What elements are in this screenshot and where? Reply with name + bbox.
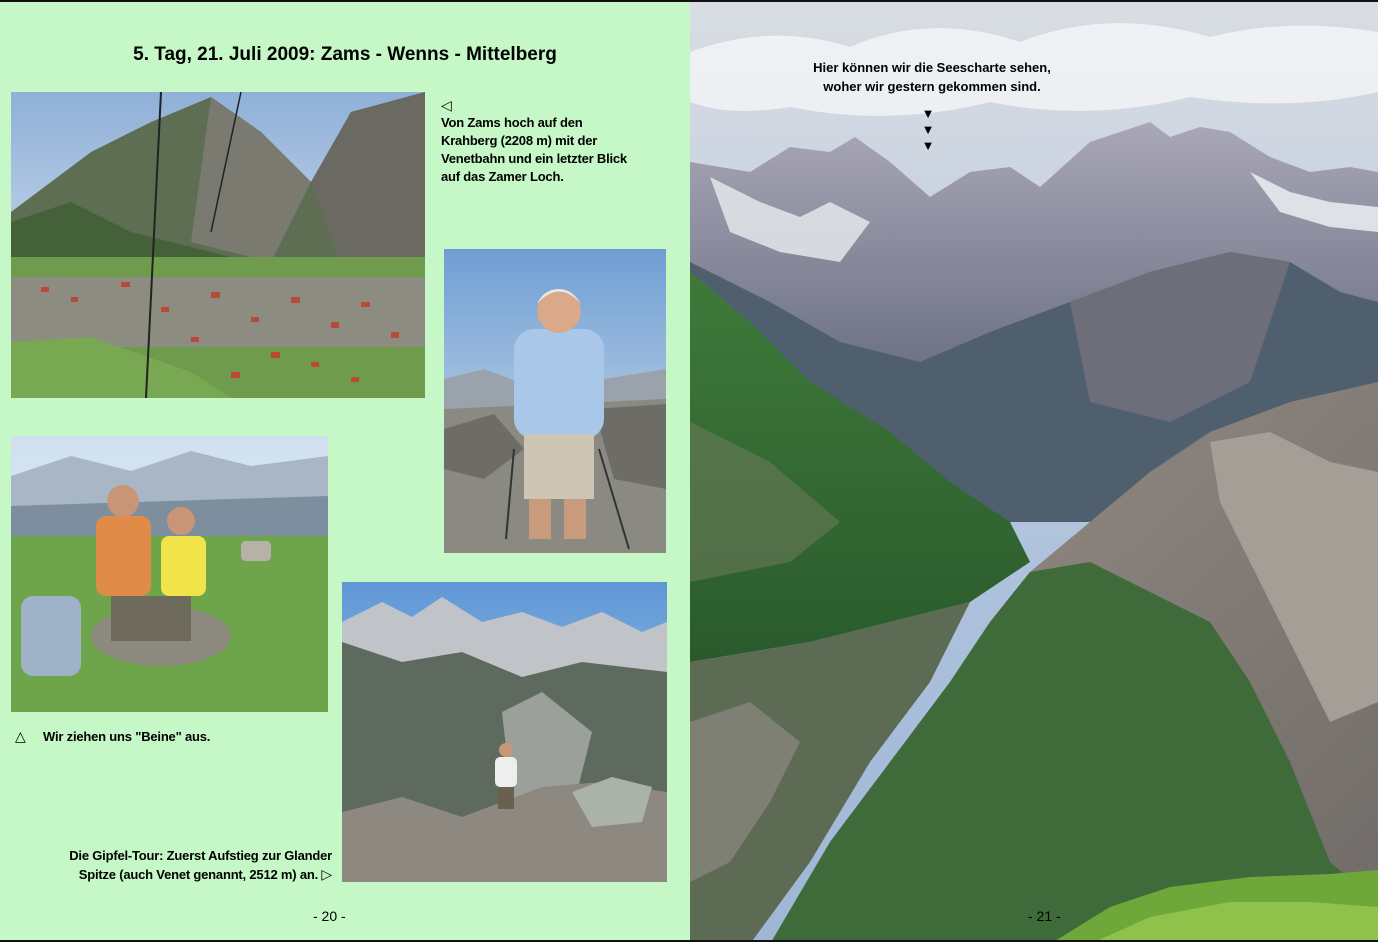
caption-line: Von Zams hoch auf den bbox=[441, 115, 583, 130]
caption-line: auf das Zamer Loch. bbox=[441, 169, 564, 184]
down-triangle-icon: ▼ bbox=[921, 106, 935, 121]
annotation-line: woher wir gestern gekommen sind. bbox=[823, 79, 1041, 94]
caption-summit bbox=[42, 847, 332, 884]
photo-summit-climb bbox=[342, 582, 667, 882]
caption-cable-car bbox=[441, 96, 627, 186]
annotation-line: Hier können wir die Seescharte sehen, bbox=[813, 60, 1051, 75]
page-number: - 20 - bbox=[313, 908, 346, 924]
right-arrow-icon: ▷ bbox=[321, 866, 332, 882]
page-number: - 21 - bbox=[1028, 908, 1061, 924]
photo-cable-car-valley bbox=[11, 92, 425, 398]
photo-hiker-portrait bbox=[444, 249, 666, 553]
caption-text: Wir ziehen uns "Beine" aus. bbox=[43, 729, 211, 744]
left-arrow-icon: ◁ bbox=[441, 97, 452, 113]
photo-mountain-valley bbox=[690, 2, 1378, 942]
caption-line: Spitze (auch Venet genannt, 2512 m) an. bbox=[78, 867, 318, 882]
right-page bbox=[690, 0, 1378, 942]
page-title: 5. Tag, 21. Juli 2009: Zams - Wenns - Mittelberg bbox=[133, 44, 557, 65]
caption-line: Die Gipfel-Tour: Zuerst Aufstieg zur Glander bbox=[69, 848, 332, 863]
photo-couple-resting bbox=[11, 436, 328, 712]
pointer-arrows bbox=[916, 106, 940, 154]
up-triangle-icon: △ bbox=[15, 728, 26, 744]
down-triangle-icon: ▼ bbox=[921, 122, 935, 137]
caption-line: Krahberg (2208 m) mit der bbox=[441, 133, 598, 148]
down-triangle-icon: ▼ bbox=[921, 138, 935, 153]
caption-couple bbox=[15, 727, 210, 746]
caption-line: Venetbahn und ein letzter Blick bbox=[441, 151, 627, 166]
seescharte-annotation bbox=[782, 58, 1082, 96]
